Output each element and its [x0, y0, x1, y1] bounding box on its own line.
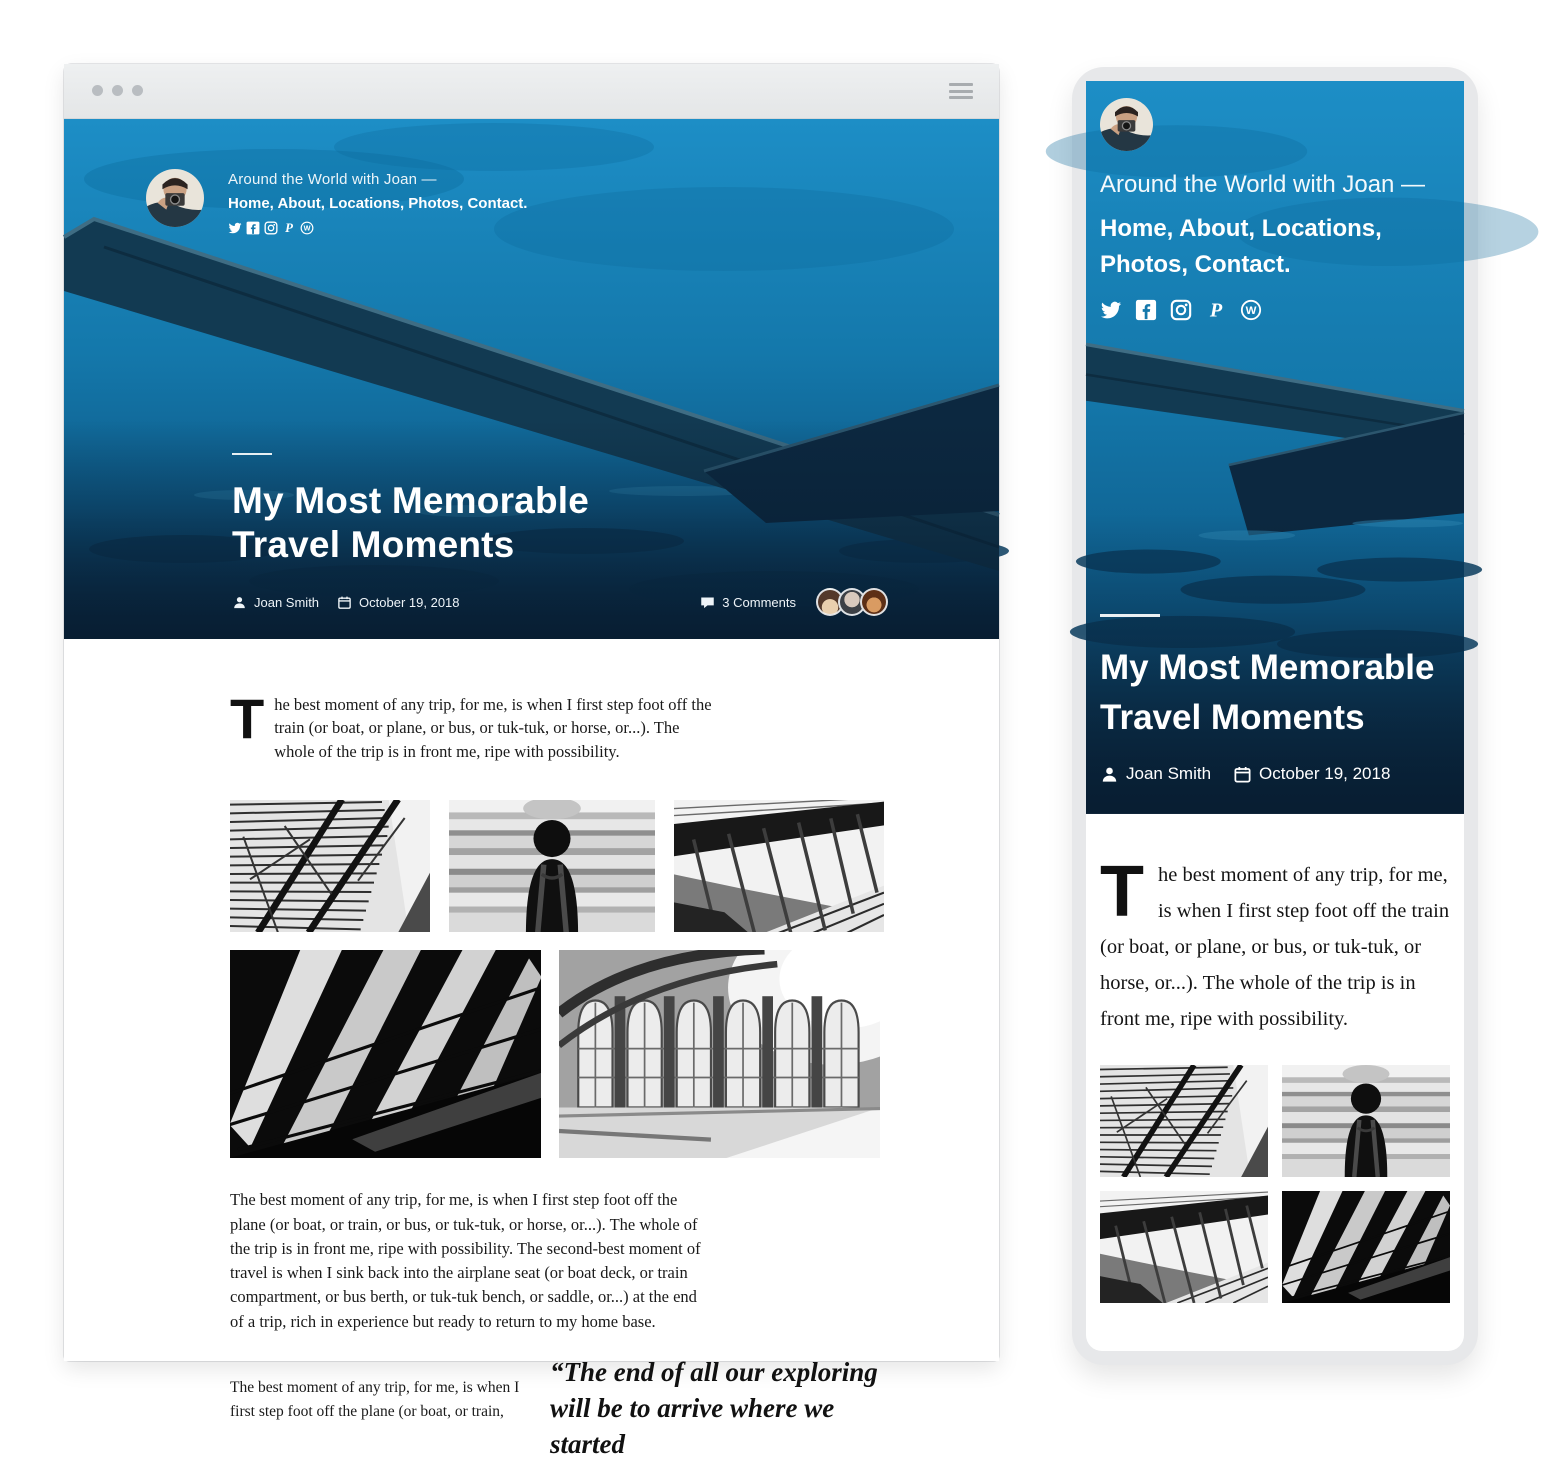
- wordpress-icon[interactable]: [1240, 299, 1262, 321]
- gallery-photo-traveler-watching-train[interactable]: [449, 800, 655, 932]
- pinterest-icon[interactable]: [282, 221, 296, 235]
- instagram-icon[interactable]: [264, 221, 278, 235]
- commenter-avatars: [816, 588, 888, 616]
- gallery-photo-traveler-watching-train[interactable]: [1282, 1065, 1450, 1177]
- post-date[interactable]: October 19, 2018: [359, 594, 460, 610]
- gallery-photo-station-roof-girders[interactable]: [1100, 1065, 1268, 1177]
- browser-chrome-bar: [64, 64, 999, 119]
- calendar-icon: [337, 595, 352, 610]
- wordpress-icon[interactable]: [300, 221, 314, 235]
- window-dot: [92, 85, 103, 96]
- phone-screen: [1086, 81, 1464, 1351]
- gallery-photo-station-hall[interactable]: [559, 950, 880, 1158]
- instagram-icon[interactable]: [1170, 299, 1192, 321]
- gallery-photo-vaulted-roof[interactable]: [230, 950, 541, 1158]
- facebook-icon[interactable]: [246, 221, 260, 235]
- author-meta[interactable]: [232, 595, 319, 610]
- photo-gallery: [230, 800, 886, 1158]
- phone-mockup-frame: [1072, 67, 1478, 1365]
- comments-icon: [700, 595, 715, 610]
- commenter-avatar[interactable]: [860, 588, 888, 616]
- site-header: [146, 169, 527, 235]
- site-nav-links[interactable]: Home, About, Locations, Photos, Contact.: [1100, 215, 1382, 278]
- post-date[interactable]: October 19, 2018: [1259, 764, 1391, 783]
- intro-paragraph: The best moment of any trip, for me, is when I first step foot off the train (or boat, or plane, or bus, or tuk-tuk, or horse, or...). The whole of the trip is in front me, ripe with possibility.: [230, 686, 712, 761]
- photo-gallery-mobile: [1100, 1065, 1450, 1303]
- intro-paragraph: The best moment of any trip, for me, is when I first step foot off the train (or boat, or plane, or bus, or tuk-tuk, or horse, or...). The whole of the trip is in front me, ripe with possibility.: [1100, 851, 1450, 1030]
- site-header-mobile: [1100, 98, 1450, 321]
- window-dot: [132, 85, 143, 96]
- drop-cap: T: [1100, 851, 1144, 932]
- post-meta-row: [1100, 764, 1450, 784]
- date-meta[interactable]: [1233, 764, 1390, 784]
- drop-cap: T: [230, 686, 265, 750]
- twitter-icon[interactable]: [1100, 299, 1122, 321]
- author-meta[interactable]: [1100, 764, 1211, 784]
- comments-count[interactable]: 3 Comments: [722, 594, 796, 610]
- author-name[interactable]: Joan Smith: [1126, 764, 1212, 783]
- post-meta-row: [232, 588, 888, 616]
- site-title: Around the World with Joan —: [1100, 171, 1426, 198]
- text-and-pullquote: [230, 1356, 944, 1463]
- gallery-photo-station-roof-girders[interactable]: [230, 800, 430, 932]
- post-hero-block: [232, 453, 888, 616]
- pull-quote: “The end of all our exploring will be to arrive where we started: [550, 1356, 878, 1459]
- author-icon: [232, 595, 247, 610]
- site-avatar[interactable]: [1100, 98, 1153, 151]
- twitter-icon[interactable]: [228, 221, 242, 235]
- window-controls: [92, 85, 143, 96]
- desktop-browser-window: [64, 64, 999, 1459]
- body-paragraph: The best moment of any trip, for me, is when I first step foot off the plane (or boat, or train,: [230, 1379, 520, 1420]
- date-meta[interactable]: [337, 595, 459, 610]
- window-dot: [112, 85, 123, 96]
- title-accent-line: [1100, 614, 1160, 617]
- author-icon: [1100, 765, 1119, 784]
- pinterest-icon[interactable]: [1205, 299, 1227, 321]
- calendar-icon: [1233, 765, 1252, 784]
- hero-featured-image: [64, 119, 999, 639]
- facebook-icon[interactable]: [1135, 299, 1157, 321]
- site-nav-links[interactable]: Home, About, Locations, Photos, Contact.: [228, 195, 528, 212]
- comments-meta[interactable]: [700, 595, 796, 610]
- post-hero-block-mobile: [1100, 614, 1450, 785]
- browser-viewport: [64, 119, 999, 1459]
- gallery-photo-vaulted-roof[interactable]: [1282, 1191, 1450, 1303]
- site-avatar[interactable]: [146, 169, 204, 227]
- gallery-photo-station-platform[interactable]: [1100, 1191, 1268, 1303]
- author-name[interactable]: Joan Smith: [254, 594, 320, 610]
- article-content-mobile: [1086, 810, 1464, 1303]
- article-content: [64, 639, 944, 1463]
- gallery-photo-station-platform[interactable]: [674, 800, 884, 932]
- body-paragraph: The best moment of any trip, for me, is when I first step foot off the plane (or boat, or train, or bus, or tuk-tuk, or horse, or...). The whole of the trip is in front me, ripe with possibility. The second-best moment of travel is when I sink back into the airplane seat (or boat deck, or train compartment, or bus berth, or tuk-tuk bench, or saddle, or...) at the end of a trip, rich in experience but ready to return to my home base.: [230, 1190, 701, 1331]
- social-icons-row: [1100, 299, 1450, 321]
- site-title: Around the World with Joan —: [228, 171, 437, 188]
- social-icons-row: [228, 221, 527, 235]
- title-accent-line: [232, 453, 272, 455]
- post-title: My Most Memorable Travel Moments: [232, 480, 590, 565]
- hero-featured-image-mobile: [1086, 81, 1464, 810]
- hamburger-icon[interactable]: [949, 83, 973, 99]
- post-title: My Most Memorable Travel Moments: [1100, 647, 1435, 738]
